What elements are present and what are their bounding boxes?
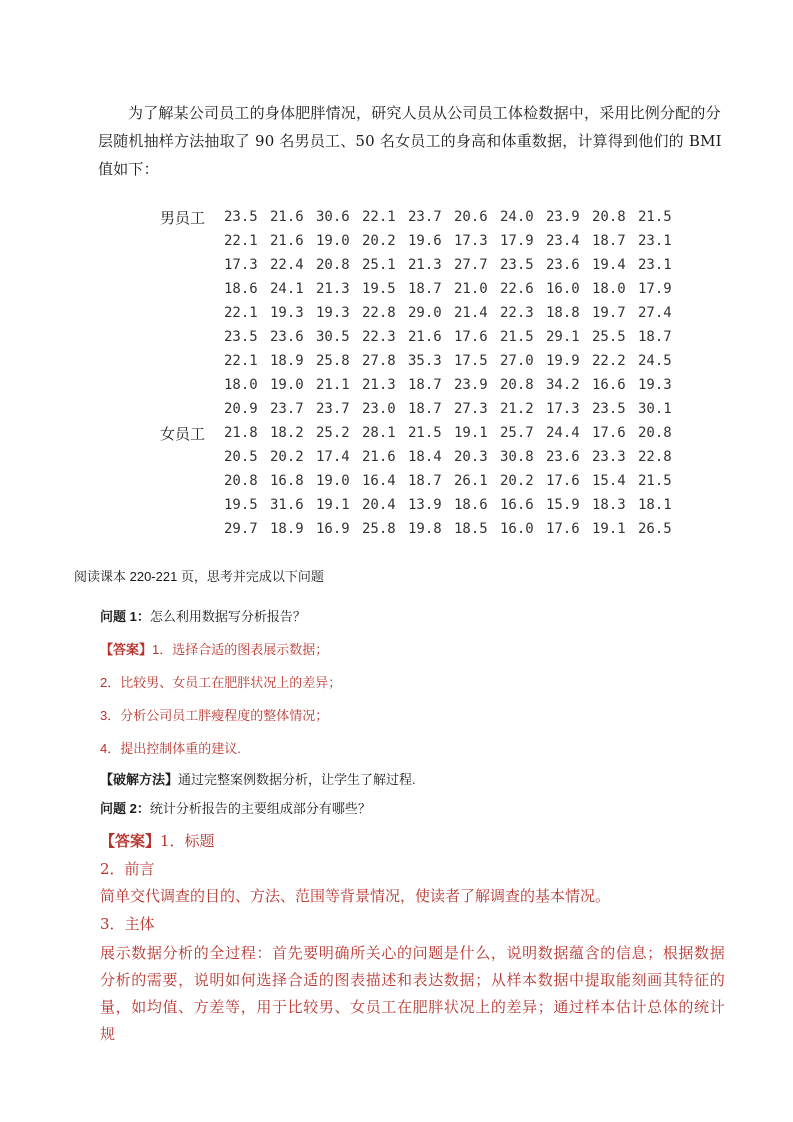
bmi-value-cell: 19.1: [454, 425, 488, 441]
bmi-value-cell: 16.9: [316, 521, 350, 537]
bmi-value-cell: 18.9: [270, 521, 304, 537]
male-row: [160, 301, 684, 325]
bmi-value-cell: 30.8: [500, 449, 534, 465]
bmi-value-cell: 23.7: [316, 401, 350, 417]
bmi-value-cell: 19.0: [270, 377, 304, 393]
bmi-value-cell: 27.4: [638, 305, 672, 321]
bmi-value-cell: 18.6: [454, 497, 488, 513]
bmi-value-cell: 21.3: [362, 377, 396, 393]
bmi-value-cell: 22.3: [362, 329, 396, 345]
male-row: [160, 205, 684, 229]
bmi-value-cell: 30.5: [316, 329, 350, 345]
bmi-value-cell: 19.5: [362, 281, 396, 297]
bmi-value-cell: 16.0: [500, 521, 534, 537]
bmi-value-cell: 23.7: [408, 209, 442, 225]
bmi-value-cell: 20.8: [316, 257, 350, 273]
bmi-value-cell: 16.6: [500, 497, 534, 513]
bmi-value-cell: 17.6: [454, 329, 488, 345]
bmi-value-cell: 20.3: [454, 449, 488, 465]
bmi-value-cell: 18.7: [408, 377, 442, 393]
bmi-value-cell: 21.8: [224, 425, 258, 441]
question-1: [100, 606, 306, 625]
female-row: [160, 421, 684, 445]
method-tag: 【破解方法】: [100, 772, 179, 787]
bmi-value-cell: 18.1: [638, 497, 672, 513]
bmi-value-cell: 13.9: [408, 497, 442, 513]
female-row: [160, 445, 684, 469]
bmi-value-cell: 22.3: [500, 305, 534, 321]
bmi-value-cell: 18.0: [224, 377, 258, 393]
bmi-value-cell: 24.1: [270, 281, 304, 297]
bmi-value-cell: 18.7: [408, 473, 442, 489]
bmi-value-cell: 23.5: [224, 209, 258, 225]
bmi-value-cell: 20.6: [454, 209, 488, 225]
bmi-value-cell: 21.3: [408, 257, 442, 273]
answer-2-preface: 简单交代调查的目的、方法、范围等背景情况，使读者了解调查的基本情况。: [100, 887, 611, 905]
bmi-value-cell: 17.6: [546, 521, 580, 537]
bmi-value-cell: 23.6: [546, 257, 580, 273]
bmi-value-cell: 18.7: [408, 281, 442, 297]
answer-1-item-3: 3．分析公司员工胖瘦程度的整体情况；: [100, 708, 329, 723]
bmi-value-cell: 25.8: [362, 521, 396, 537]
bmi-value-cell: 35.3: [408, 353, 442, 369]
bmi-value-cell: 15.9: [546, 497, 580, 513]
intro-paragraph: 为了解某公司员工的身体肥胖情况，研究人员从公司员工体检数据中，采用比例分配的分层随机抽样方法抽取了 90 名男员工、50 名女员工的身高和体重数据，计算得到他们的 BMI 值如下：: [98, 104, 722, 178]
bmi-value-cell: 17.3: [224, 257, 258, 273]
bmi-value-cell: 19.4: [592, 257, 626, 273]
bmi-value-cell: 17.9: [638, 281, 672, 297]
answer-1-item-1: [100, 639, 328, 658]
bmi-value-cell: 19.3: [638, 377, 672, 393]
bmi-value-cell: 21.5: [500, 329, 534, 345]
bmi-value-cell: 23.5: [500, 257, 534, 273]
bmi-value-cell: 19.6: [408, 233, 442, 249]
bmi-value-cell: 29.1: [546, 329, 580, 345]
bmi-value-cell: 25.5: [592, 329, 626, 345]
bmi-value-cell: 24.0: [500, 209, 534, 225]
answer-2-tag: 【答案】: [100, 832, 161, 850]
bmi-value-cell: 15.4: [592, 473, 626, 489]
question-2-text: 统计分析报告的主要组成部分有哪些？: [149, 801, 371, 816]
male-row: [160, 325, 684, 349]
bmi-value-cell: 23.1: [638, 233, 672, 249]
bmi-value-cell: 17.9: [500, 233, 534, 249]
bmi-value-cell: 19.5: [224, 497, 258, 513]
bmi-value-cell: 22.1: [224, 233, 258, 249]
bmi-value-cell: 17.6: [546, 473, 580, 489]
answer-1-item-1-text: 1．选择合适的图表展示数据；: [152, 642, 329, 657]
bmi-value-cell: 31.6: [270, 497, 304, 513]
bmi-value-cell: 18.6: [224, 281, 258, 297]
bmi-value-cell: 23.0: [362, 401, 396, 417]
male-row: [160, 253, 684, 277]
bmi-value-cell: 21.2: [500, 401, 534, 417]
question-2: [100, 798, 371, 817]
bmi-value-cell: 25.7: [500, 425, 534, 441]
bmi-value-cell: 17.6: [592, 425, 626, 441]
bmi-value-cell: 20.9: [224, 401, 258, 417]
bmi-value-cell: 22.1: [224, 305, 258, 321]
answer-2-item-3: 3．主体: [100, 915, 155, 933]
bmi-value-cell: 19.1: [592, 521, 626, 537]
female-row: [160, 517, 684, 541]
bmi-value-cell: 25.1: [362, 257, 396, 273]
question-1-text: 怎么利用数据写分析报告？: [149, 609, 306, 624]
bmi-value-cell: 18.7: [592, 233, 626, 249]
bmi-value-cell: 27.7: [454, 257, 488, 273]
bmi-value-cell: 22.1: [362, 209, 396, 225]
bmi-value-cell: 19.0: [316, 233, 350, 249]
male-row: [160, 229, 684, 253]
bmi-value-cell: 22.8: [638, 449, 672, 465]
bmi-value-cell: 19.0: [316, 473, 350, 489]
bmi-value-cell: 23.9: [454, 377, 488, 393]
bmi-value-cell: 18.7: [638, 329, 672, 345]
bmi-value-cell: 20.5: [224, 449, 258, 465]
female-row-label: 女员工: [160, 424, 206, 443]
bmi-value-cell: 20.2: [362, 233, 396, 249]
bmi-value-cell: 17.3: [454, 233, 488, 249]
answer-2-item-1: [100, 830, 215, 851]
bmi-value-cell: 22.8: [362, 305, 396, 321]
bmi-value-cell: 19.8: [408, 521, 442, 537]
bmi-value-cell: 22.1: [224, 353, 258, 369]
bmi-value-cell: 18.7: [408, 401, 442, 417]
bmi-value-cell: 30.6: [316, 209, 350, 225]
bmi-value-cell: 27.3: [454, 401, 488, 417]
bmi-value-cell: 20.4: [362, 497, 396, 513]
female-row: [160, 469, 684, 493]
bmi-value-cell: 23.1: [638, 257, 672, 273]
bmi-value-cell: 21.1: [316, 377, 350, 393]
bmi-value-cell: 21.5: [408, 425, 442, 441]
bmi-value-cell: 22.4: [270, 257, 304, 273]
bmi-value-cell: 18.9: [270, 353, 304, 369]
bmi-value-cell: 19.1: [316, 497, 350, 513]
answer-2-item-1-text: 1．标题: [160, 832, 215, 850]
bmi-value-cell: 19.3: [316, 305, 350, 321]
bmi-value-cell: 23.6: [270, 329, 304, 345]
answer-2-body: 展示数据分析的全过程：首先要明确所关心的问题是什么，说明数据蕴含的信息；根据数据分析的需要，说明如何选择合适的图表描述和表达数据；从样本数据中提取能刻画其特征的量，如均值、方差等，用于比较男、女员工在肥胖状况上的差异；通过样本估计总体的统计规: [100, 944, 725, 1043]
bmi-value-cell: 19.7: [592, 305, 626, 321]
bmi-value-cell: 21.6: [270, 233, 304, 249]
bmi-value-cell: 18.0: [592, 281, 626, 297]
bmi-value-cell: 18.3: [592, 497, 626, 513]
answer-2-item-2: 2．前言: [100, 860, 155, 878]
female-row: [160, 493, 684, 517]
bmi-value-cell: 23.5: [224, 329, 258, 345]
bmi-value-cell: 23.6: [546, 449, 580, 465]
bmi-value-cell: 21.6: [362, 449, 396, 465]
bmi-value-cell: 16.6: [592, 377, 626, 393]
bmi-value-cell: 17.4: [316, 449, 350, 465]
bmi-value-cell: 29.0: [408, 305, 442, 321]
bmi-value-cell: 21.0: [454, 281, 488, 297]
bmi-value-cell: 26.1: [454, 473, 488, 489]
bmi-value-cell: 18.8: [546, 305, 580, 321]
bmi-value-cell: 16.4: [362, 473, 396, 489]
answer-1-item-2: 2．比较男、女员工在肥胖状况上的差异；: [100, 675, 342, 690]
bmi-value-cell: 20.2: [270, 449, 304, 465]
bmi-value-cell: 26.5: [638, 521, 672, 537]
bmi-value-cell: 20.2: [500, 473, 534, 489]
bmi-value-cell: 24.4: [546, 425, 580, 441]
bmi-value-cell: 20.8: [592, 209, 626, 225]
bmi-value-cell: 22.2: [592, 353, 626, 369]
question-2-label: 问题 2：: [100, 801, 150, 816]
bmi-value-cell: 21.3: [316, 281, 350, 297]
bmi-value-cell: 20.8: [500, 377, 534, 393]
bmi-value-cell: 21.6: [408, 329, 442, 345]
male-row-label: 男员工: [160, 208, 206, 227]
bmi-value-cell: 18.2: [270, 425, 304, 441]
bmi-value-cell: 21.5: [638, 209, 672, 225]
male-row: [160, 277, 684, 301]
bmi-value-cell: 30.1: [638, 401, 672, 417]
male-row: [160, 349, 684, 373]
bmi-value-cell: 20.8: [638, 425, 672, 441]
bmi-value-cell: 34.2: [546, 377, 580, 393]
bmi-value-cell: 25.8: [316, 353, 350, 369]
bmi-value-cell: 24.5: [638, 353, 672, 369]
bmi-value-cell: 22.6: [500, 281, 534, 297]
bmi-value-cell: 23.5: [592, 401, 626, 417]
bmi-value-cell: 19.3: [270, 305, 304, 321]
bmi-value-cell: 28.1: [362, 425, 396, 441]
bmi-value-cell: 17.3: [546, 401, 580, 417]
bmi-value-cell: 23.3: [592, 449, 626, 465]
bmi-value-cell: 16.8: [270, 473, 304, 489]
bmi-table: [160, 205, 684, 541]
bmi-value-cell: 21.4: [454, 305, 488, 321]
method-line: [100, 769, 416, 788]
bmi-value-cell: 20.8: [224, 473, 258, 489]
male-row: [160, 397, 684, 421]
bmi-value-cell: 27.0: [500, 353, 534, 369]
bmi-value-cell: 25.2: [316, 425, 350, 441]
bmi-value-cell: 23.9: [546, 209, 580, 225]
bmi-value-cell: 21.5: [638, 473, 672, 489]
bmi-value-cell: 23.4: [546, 233, 580, 249]
bmi-value-cell: 29.7: [224, 521, 258, 537]
bmi-value-cell: 19.9: [546, 353, 580, 369]
method-text: 通过完整案例数据分析，让学生了解过程.: [178, 772, 416, 787]
bmi-value-cell: 16.0: [546, 281, 580, 297]
male-row: [160, 373, 684, 397]
reading-note: 阅读课本 220-221 页，思考并完成以下问题: [74, 569, 324, 584]
answer-tag: 【答案】: [100, 642, 153, 657]
bmi-value-cell: 23.7: [270, 401, 304, 417]
bmi-value-cell: 27.8: [362, 353, 396, 369]
question-1-label: 问题 1：: [100, 609, 150, 624]
bmi-value-cell: 17.5: [454, 353, 488, 369]
bmi-value-cell: 18.4: [408, 449, 442, 465]
bmi-value-cell: 21.6: [270, 209, 304, 225]
bmi-value-cell: 18.5: [454, 521, 488, 537]
answer-1-item-4: 4．提出控制体重的建议.: [100, 741, 241, 756]
